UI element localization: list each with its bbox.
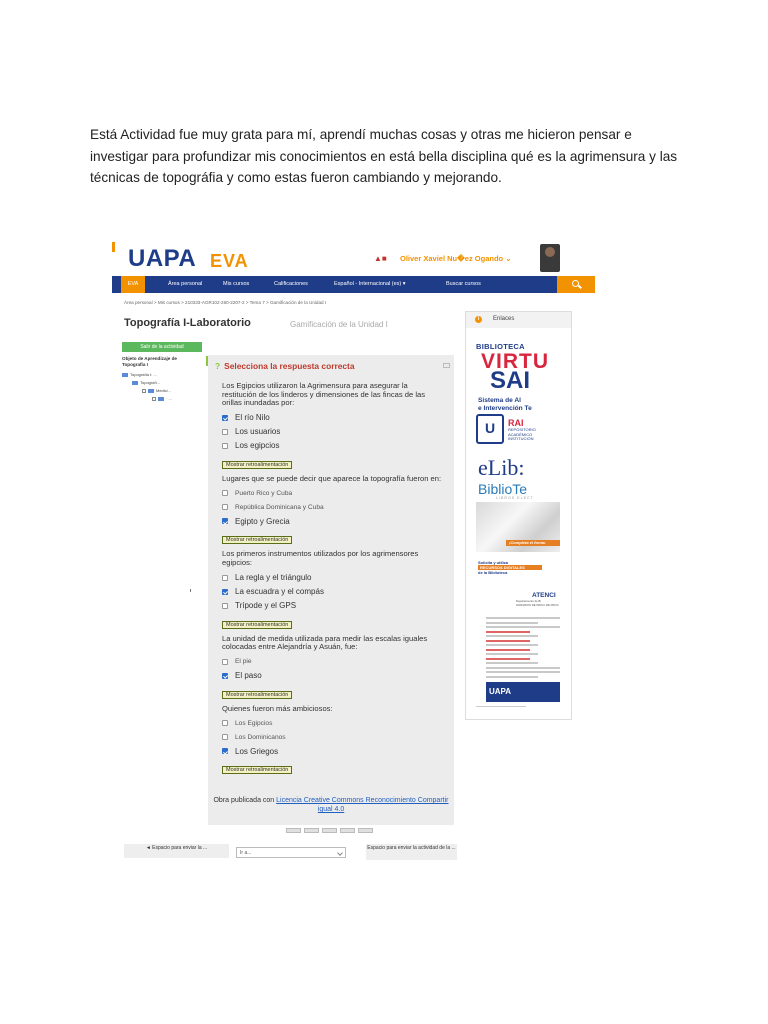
digital-resources-banner[interactable]: Solicita y utiliza RECURSOS DIGITALES de la Biblioteca [478, 560, 542, 575]
answer-option[interactable] [222, 716, 444, 730]
license-note: Obra publicada con Licencia Creative Commons Reconocimiento Compartir igual 4.0 [213, 797, 449, 813]
answer-checkbox[interactable] [222, 603, 228, 609]
question-text: Los primeros instrumentos utilizados por los agrimensores egipcios: [222, 549, 419, 567]
answer-option[interactable] [222, 486, 444, 500]
page-button[interactable] [322, 828, 337, 833]
avatar[interactable] [540, 244, 560, 272]
answer-option[interactable] [222, 411, 444, 425]
nav-area-personal[interactable]: Área personal [168, 281, 203, 287]
answer-checkbox[interactable] [222, 720, 228, 726]
answer-label: La regla y el triángulo [235, 573, 312, 583]
question-mark-icon: ? [215, 361, 221, 371]
rai-logo[interactable] [476, 414, 504, 444]
checkbox-icon [152, 397, 156, 401]
answer-label: El río Nilo [235, 413, 270, 423]
show-feedback-button[interactable]: Mostrar retroalimentación [222, 691, 292, 699]
uapa-mini-logo: UAPA [486, 682, 560, 702]
answer-label: Trípode y el GPS [235, 601, 297, 611]
answer-checkbox[interactable] [222, 490, 228, 496]
answer-option[interactable] [222, 585, 444, 599]
answer-option[interactable] [222, 669, 444, 683]
answer-label: Los usuarios [235, 427, 281, 437]
page-button[interactable] [286, 828, 301, 833]
answer-checkbox[interactable] [222, 429, 228, 435]
answer-checkbox[interactable] [222, 415, 228, 421]
page-button[interactable] [304, 828, 319, 833]
document-paragraph: Está Actividad fue muy grata para mí, aprendí muchas cosas y otras me hicieron pensar e investigar para profundizar mis conocimientos en está bella disciplina qué es la agrimensura y las técnicas de topográfia y como estas fueron cambiando y mejorando. [90, 127, 678, 185]
answer-label: El paso [235, 671, 262, 681]
page-button[interactable] [358, 828, 373, 833]
answer-option[interactable] [222, 514, 444, 528]
answer-label: Los Dominicanos [235, 733, 286, 741]
banner-sistema: Sistema de Al e Intervención Te [478, 397, 532, 412]
banner-sai: SAI [490, 367, 531, 394]
bibliotechnia-sub: LIBROS ELECT [496, 496, 534, 500]
page-button[interactable] [340, 828, 355, 833]
show-feedback-button[interactable]: Mostrar retroalimentación [222, 461, 292, 469]
answer-checkbox[interactable] [222, 659, 228, 665]
folder-icon [132, 381, 138, 385]
sidebar-title: Objeto de Aprendizaje de Topografía I [122, 356, 177, 367]
elibro-logo[interactable]: eLib: [478, 455, 525, 480]
bibliotechnia-logo[interactable]: BiblioTe [478, 481, 528, 497]
previous-activity-link[interactable]: ◄ Espacio para enviar la ... [124, 844, 229, 858]
question-text: Lugares que se puede decir que aparece la topografía fueron en: [222, 473, 442, 483]
show-feedback-button[interactable]: Mostrar retroalimentación [222, 621, 292, 629]
quiz-question [222, 382, 444, 475]
tree-item[interactable]: Medici... [122, 387, 204, 395]
pagination [286, 820, 386, 826]
breadcrumb[interactable]: Área personal > Mis cursos > 210333-AGR102-260-2207-2 > Tema 7 > Gamificación de la Unidad I [124, 300, 327, 305]
answer-option[interactable] [222, 744, 444, 758]
page-subtitle: Gamificación de la Unidad I [290, 320, 388, 329]
quiz-panel [208, 355, 454, 825]
links-block-title: Enlaces [493, 316, 515, 322]
activity-navigation [124, 844, 457, 860]
answer-label: Puerto Rico y Cuba [235, 489, 293, 497]
answer-label: Los Egipcios [235, 719, 273, 727]
question-text: La unidad de medida utilizada para medir las escalas iguales colocadas entre Alejandría y Asuán, fue: [222, 633, 428, 652]
answer-option[interactable] [222, 500, 444, 514]
folder-icon [148, 389, 154, 393]
site-header [112, 238, 595, 276]
search-icon[interactable] [557, 276, 595, 293]
answer-checkbox[interactable] [222, 589, 228, 595]
answer-checkbox[interactable] [222, 504, 228, 510]
banner-biblioteca: BIBLIOTECA [476, 342, 525, 351]
links-block [465, 311, 572, 720]
answer-checkbox[interactable] [222, 575, 228, 581]
nav-mis-cursos[interactable]: Mis cursos [223, 281, 250, 287]
library-banner[interactable] [476, 342, 560, 705]
answer-checkbox[interactable] [222, 443, 228, 449]
notification-icon[interactable]: ▲■ [374, 254, 387, 263]
quiz-question [222, 635, 444, 705]
answer-checkbox[interactable] [222, 673, 228, 679]
answer-label: La escuadra y el compás [235, 587, 324, 597]
next-activity-link[interactable]: Espacio para enviar la actividad de la ... [366, 844, 457, 860]
answer-checkbox[interactable] [222, 518, 228, 524]
quiz-question [222, 550, 444, 634]
nav-calificaciones[interactable]: Calificaciones [274, 281, 308, 287]
nav-buscar-cursos[interactable]: Buscar cursos [446, 281, 481, 287]
collapse-icon[interactable] [443, 363, 450, 368]
page-title: Topografía I-Laboratorio [124, 317, 251, 329]
rai-sublabel: REPOSITORIO ACADÉMICO INSTITUCION [508, 427, 536, 441]
uapa-logo[interactable]: UAPA [128, 245, 197, 272]
embedded-screenshot [112, 238, 595, 860]
folder-icon [158, 397, 164, 401]
atencion-subheading: Departamento de Bi HORARIOS DE INDUC DE PROC [516, 599, 559, 607]
form-banner: ¡Completa el formu [506, 540, 560, 546]
answer-checkbox[interactable] [222, 734, 228, 740]
answer-label: El pie [235, 658, 252, 666]
quiz-header: ? Selecciona la respuesta correcta [215, 361, 355, 371]
answer-checkbox[interactable] [222, 748, 228, 754]
answer-option[interactable] [222, 571, 444, 585]
quiz-question [222, 705, 444, 781]
exit-activity-button[interactable]: Salir de la actividad [122, 342, 202, 352]
quiz-question [222, 475, 444, 551]
answer-option[interactable] [222, 599, 444, 613]
user-menu[interactable]: Oliver Xaviel Nu�ez Ogando ⌄ [400, 254, 512, 263]
nav-language[interactable]: Español - Internacional (es) ▾ [334, 281, 406, 287]
tree-item[interactable]: Topografí... [122, 379, 204, 387]
checkbox-icon [142, 389, 146, 393]
main-navbar [112, 276, 595, 293]
learning-object-sidebar [122, 342, 204, 403]
answer-option[interactable] [222, 425, 444, 439]
divider [190, 589, 191, 592]
answer-option[interactable] [222, 439, 444, 453]
logo-accent [112, 242, 115, 252]
answer-label: República Dominicana y Cuba [235, 503, 324, 511]
tree-item[interactable]: Topografía I: ... [122, 371, 204, 379]
banner-virtual: VIRTU [481, 350, 549, 373]
tree-item[interactable]: · ... [122, 395, 204, 403]
info-icon: i [475, 316, 482, 323]
notice-text-block [486, 617, 560, 680]
question-text: Quienes fueron más ambiciosos: [222, 703, 333, 713]
links-block-header [466, 312, 571, 328]
divider [476, 706, 526, 707]
quiz-questions [222, 382, 444, 780]
answer-option[interactable] [222, 655, 444, 669]
eva-logo[interactable]: EVA [210, 251, 249, 271]
rai-label: RAI [508, 418, 524, 428]
show-feedback-button[interactable]: Mostrar retroalimentación [222, 766, 292, 774]
answer-label: Los Griegos [235, 746, 279, 756]
nav-eva[interactable]: EVA [121, 276, 145, 293]
folder-icon [122, 373, 128, 377]
question-text: Los Egipcios utilizaron la Agrimensura para asegurar la restitución de los linderos y dimensiones de las fincas de las orillas inundadas por: [222, 381, 426, 408]
answer-label: Egipto y Grecia [235, 516, 290, 526]
atencion-heading: ATENCI [532, 592, 556, 599]
license-link[interactable]: Licencia Creative Commons Reconocimiento Compartir igual 4.0 [276, 797, 449, 813]
show-feedback-button[interactable]: Mostrar retroalimentación [222, 536, 292, 544]
jump-to-select[interactable]: Ir a... [236, 847, 346, 858]
content-tree [122, 371, 204, 403]
answer-label: Los egipcios [235, 441, 280, 451]
answer-option[interactable] [222, 730, 444, 744]
